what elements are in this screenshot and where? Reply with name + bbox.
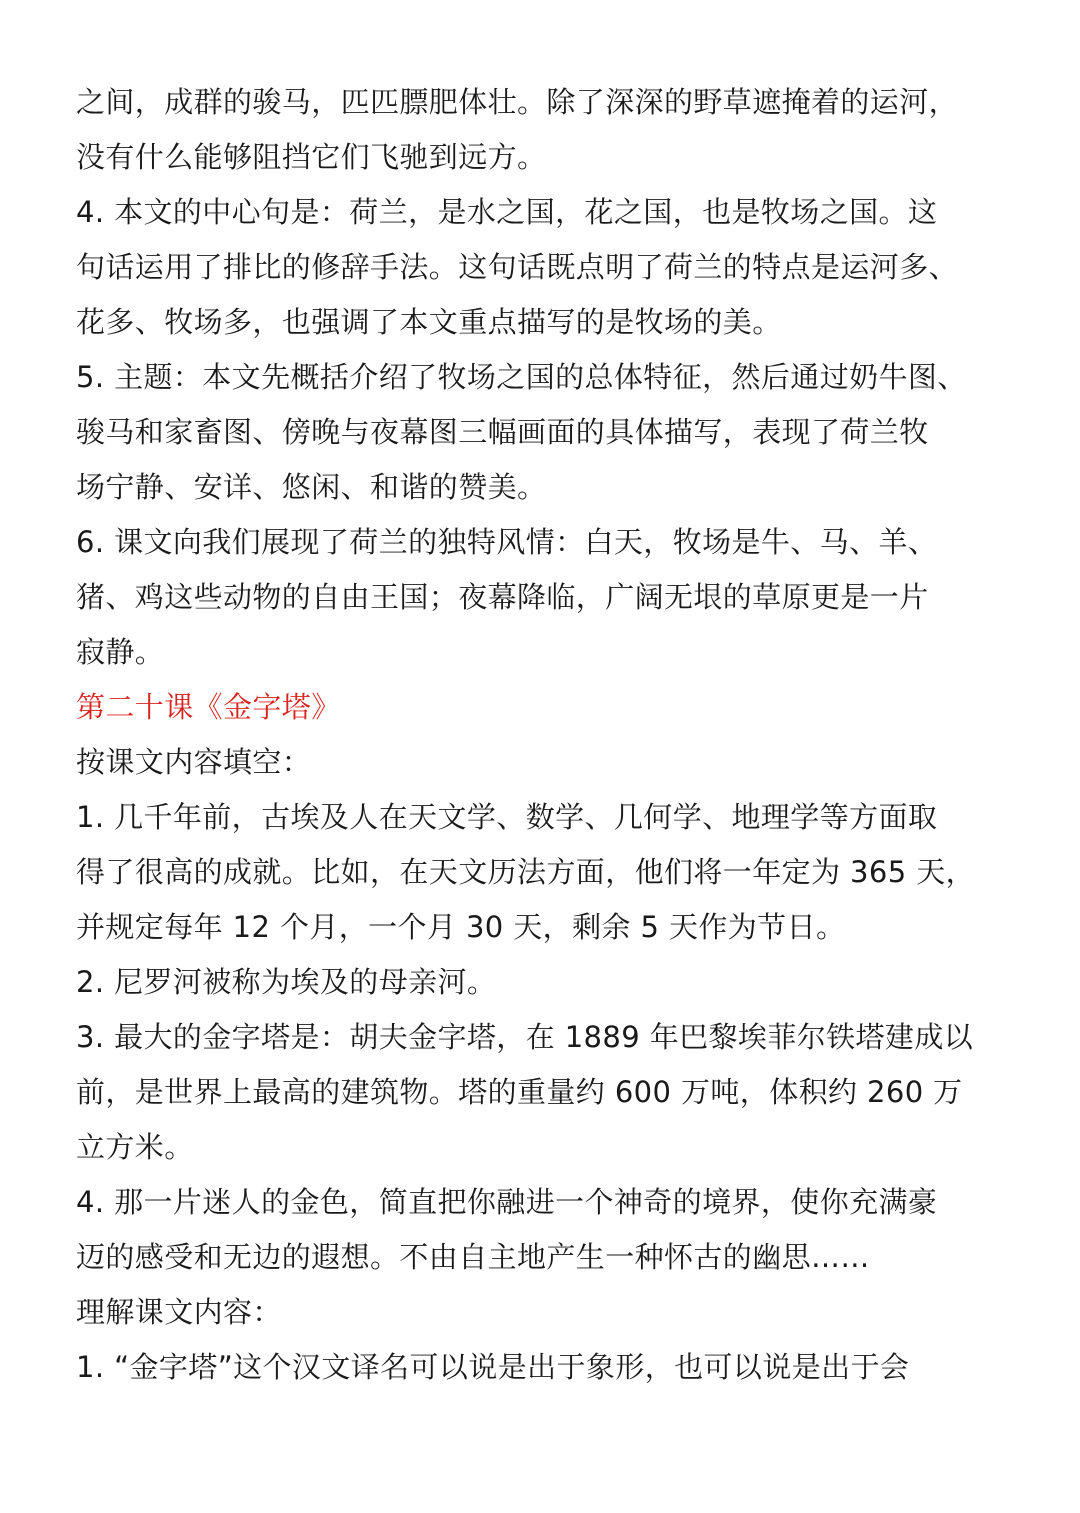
text-line: 场宁静、安详、悠闲、和谐的赞美。 <box>76 470 547 504</box>
text-line: 2. 尼罗河被称为埃及的母亲河。 <box>76 965 497 999</box>
text-line: 句话运用了排比的修辞手法。这句话既点明了荷兰的特点是运河多、 <box>76 250 959 284</box>
text-line: 4. 本文的中心句是：荷兰，是水之国，花之国，也是牧场之国。这 <box>76 195 938 229</box>
text-line: 迈的感受和无边的遐想。不由自主地产生一种怀古的幽思…… <box>76 1240 870 1274</box>
text-line: 得了很高的成就。比如，在天文历法方面，他们将一年定为 365 天， <box>76 855 975 889</box>
section-label: 按课文内容填空： <box>76 745 312 779</box>
text-line: 寂静。 <box>76 635 165 669</box>
text-line: 花多、牧场多，也强调了本文重点描写的是牧场的美。 <box>76 305 782 339</box>
text-line: 1. 几千年前，古埃及人在天文学、数学、几何学、地理学等方面取 <box>76 800 938 834</box>
text-line: 立方米。 <box>76 1130 194 1164</box>
lesson-heading: 第二十课《金字塔》 <box>76 690 341 724</box>
text-line: 猪、鸡这些动物的自由王国；夜幕降临，广阔无垠的草原更是一片 <box>76 580 929 614</box>
text-line: 前，是世界上最高的建筑物。塔的重量约 600 万吨，体积约 260 万 <box>76 1075 963 1109</box>
section-label: 理解课文内容： <box>76 1295 282 1329</box>
text-line: 之间，成群的骏马，匹匹膘肥体壮。除了深深的野草遮掩着的运河， <box>76 85 959 119</box>
text-line: 没有什么能够阻挡它们飞驰到远方。 <box>76 140 547 174</box>
text-line: 4. 那一片迷人的金色，简直把你融进一个神奇的境界，使你充满豪 <box>76 1185 938 1219</box>
text-line: 1. “金字塔”这个汉文译名可以说是出于象形，也可以说是出于会 <box>76 1350 910 1384</box>
text-line: 3. 最大的金字塔是：胡夫金字塔，在 1889 年巴黎埃菲尔铁塔建成以 <box>76 1020 974 1054</box>
text-line: 6. 课文向我们展现了荷兰的独特风情：白天，牧场是牛、马、羊、 <box>76 525 938 559</box>
text-line: 并规定每年 12 个月，一个月 30 天，剩余 5 天作为节日。 <box>76 910 846 944</box>
text-line: 骏马和家畜图、傍晚与夜幕图三幅画面的具体描写，表现了荷兰牧 <box>76 415 929 449</box>
text-line: 5. 主题：本文先概括介绍了牧场之国的总体特征，然后通过奶牛图、 <box>76 360 967 394</box>
